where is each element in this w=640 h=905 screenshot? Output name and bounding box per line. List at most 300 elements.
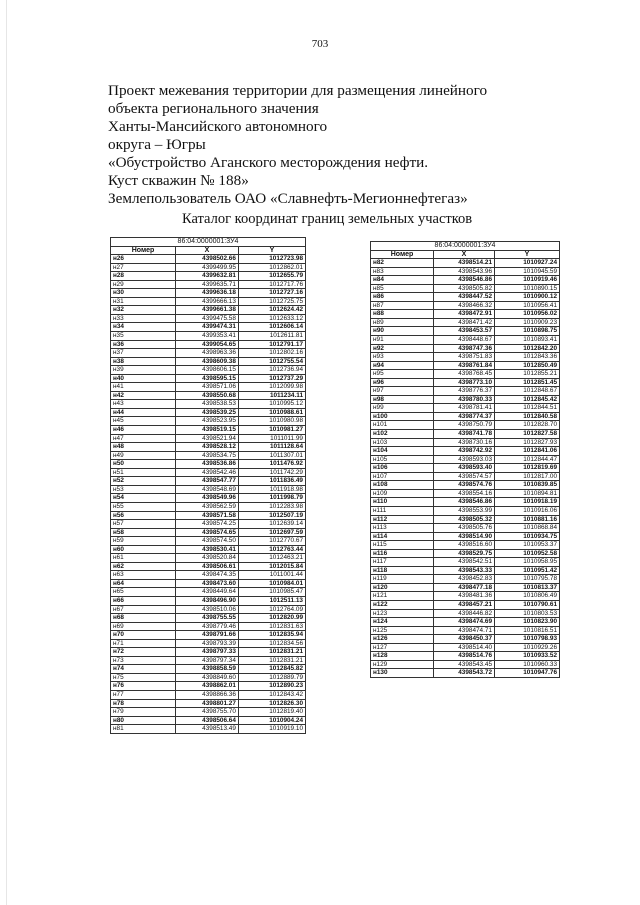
y-coordinate-cell: 1010953.37 xyxy=(495,541,560,550)
y-coordinate-cell: 1011011.99 xyxy=(238,434,305,443)
y-coordinate-cell: 1012817.00 xyxy=(495,472,560,481)
point-number-cell: н27 xyxy=(111,263,176,272)
table-row xyxy=(111,349,306,358)
x-coordinate-cell: 4398534.75 xyxy=(176,451,239,460)
table-row xyxy=(371,575,560,584)
table-row xyxy=(111,434,306,443)
x-coordinate-cell: 4398751.83 xyxy=(434,353,495,362)
table-row xyxy=(111,520,306,529)
table-row xyxy=(111,596,306,605)
table-row xyxy=(111,289,306,298)
table-row xyxy=(371,583,560,592)
table-row xyxy=(111,297,306,306)
y-coordinate-cell: 1012841.06 xyxy=(495,447,560,456)
x-coordinate-cell: 4398606.15 xyxy=(176,366,239,375)
y-coordinate-cell: 1012611.81 xyxy=(238,332,305,341)
x-coordinate-cell: 4398521.94 xyxy=(176,434,239,443)
table-row xyxy=(371,395,560,404)
table-row xyxy=(111,631,306,640)
x-coordinate-cell: 4398506.61 xyxy=(176,562,239,571)
y-coordinate-cell: 1010823.90 xyxy=(495,618,560,627)
table-row xyxy=(371,336,560,345)
header-line: Ханты-Мансийского автономного xyxy=(108,118,328,135)
point-number-cell: н129 xyxy=(371,660,434,669)
x-coordinate-cell: 4398453.57 xyxy=(434,327,495,336)
x-coordinate-cell: 4398574.65 xyxy=(176,528,239,537)
table-row xyxy=(111,588,306,597)
x-coordinate-cell: 4399353.41 xyxy=(176,332,239,341)
y-coordinate-cell: 1012831.21 xyxy=(238,656,305,665)
coordinates-table-left xyxy=(110,237,306,734)
point-number-cell: н82 xyxy=(371,259,434,268)
table-row xyxy=(371,301,560,310)
point-number-cell: н84 xyxy=(371,276,434,285)
table-row xyxy=(371,618,560,627)
x-coordinate-cell: 4398546.86 xyxy=(434,498,495,507)
x-coordinate-cell: 4398773.10 xyxy=(434,378,495,387)
x-coordinate-cell: 4398793.39 xyxy=(176,639,239,648)
point-number-cell: н77 xyxy=(111,690,176,699)
table-row xyxy=(371,600,560,609)
point-number-cell: н124 xyxy=(371,618,434,627)
table-row xyxy=(111,648,306,657)
point-number-cell: н45 xyxy=(111,417,176,426)
point-number-cell: н28 xyxy=(111,272,176,281)
table-row xyxy=(371,378,560,387)
x-coordinate-cell: 4398549.96 xyxy=(176,494,239,503)
point-number-cell: н57 xyxy=(111,520,176,529)
x-coordinate-cell: 4398543.33 xyxy=(434,566,495,575)
table-row xyxy=(111,306,306,315)
table-row xyxy=(111,374,306,383)
x-coordinate-cell: 4398450.37 xyxy=(434,635,495,644)
table-row xyxy=(371,626,560,635)
table-row xyxy=(111,562,306,571)
point-number-cell: н97 xyxy=(371,387,434,396)
x-coordinate-cell: 4398473.60 xyxy=(176,579,239,588)
y-coordinate-cell: 1010816.51 xyxy=(495,626,560,635)
x-coordinate-cell: 4398543.45 xyxy=(434,660,495,669)
point-number-cell: н113 xyxy=(371,524,434,533)
x-coordinate-cell: 4398801.27 xyxy=(176,699,239,708)
x-coordinate-cell: 4398755.55 xyxy=(176,614,239,623)
y-coordinate-cell: 1010813.37 xyxy=(495,583,560,592)
point-number-cell: н49 xyxy=(111,451,176,460)
point-number-cell: н100 xyxy=(371,412,434,421)
table-row xyxy=(371,549,560,558)
table-row xyxy=(111,682,306,691)
y-coordinate-cell: 1010918.19 xyxy=(495,498,560,507)
x-coordinate-cell: 4398750.79 xyxy=(434,421,495,430)
point-number-cell: н46 xyxy=(111,426,176,435)
table-row xyxy=(111,332,306,341)
y-coordinate-cell: 1010890.15 xyxy=(495,284,560,293)
point-number-cell: н103 xyxy=(371,438,434,447)
y-coordinate-cell: 1012820.99 xyxy=(238,614,305,623)
x-coordinate-cell: 4398452.83 xyxy=(434,575,495,584)
x-coordinate-cell: 4398446.82 xyxy=(434,609,495,618)
table-row xyxy=(111,400,306,409)
x-coordinate-cell: 4398571.06 xyxy=(176,383,239,392)
y-coordinate-cell: 1010839.85 xyxy=(495,481,560,490)
table-row xyxy=(371,447,560,456)
y-coordinate-cell: 1012845.82 xyxy=(238,665,305,674)
table-row xyxy=(371,489,560,498)
point-number-cell: н110 xyxy=(371,498,434,507)
point-number-cell: н85 xyxy=(371,284,434,293)
point-number-cell: н87 xyxy=(371,301,434,310)
x-coordinate-cell: 4398513.49 xyxy=(176,725,239,734)
table-row xyxy=(371,541,560,550)
point-number-cell: н98 xyxy=(371,395,434,404)
x-coordinate-cell: 4398755.70 xyxy=(176,708,239,717)
x-coordinate-cell: 4398471.42 xyxy=(434,318,495,327)
y-coordinate-cell: 1012770.67 xyxy=(238,537,305,546)
point-number-cell: н35 xyxy=(111,332,176,341)
table-row xyxy=(111,383,306,392)
x-coordinate-cell: 4398516.60 xyxy=(434,541,495,550)
point-number-cell: н92 xyxy=(371,344,434,353)
y-coordinate-cell: 1012015.84 xyxy=(238,562,305,571)
x-coordinate-cell: 4398574.57 xyxy=(434,472,495,481)
y-coordinate-cell: 1012843.42 xyxy=(238,690,305,699)
table-row xyxy=(371,660,560,669)
x-coordinate-cell: 4398466.32 xyxy=(434,301,495,310)
y-coordinate-cell: 1012855.21 xyxy=(495,370,560,379)
y-coordinate-cell: 1012725.75 xyxy=(238,297,305,306)
x-coordinate-cell: 4399632.81 xyxy=(176,272,239,281)
table-row xyxy=(371,609,560,618)
y-coordinate-cell: 1012507.19 xyxy=(238,511,305,520)
x-coordinate-cell: 4398593.40 xyxy=(434,464,495,473)
y-coordinate-cell: 1012842.20 xyxy=(495,344,560,353)
x-coordinate-cell: 4399475.58 xyxy=(176,314,239,323)
point-number-cell: н125 xyxy=(371,626,434,635)
y-coordinate-cell: 1012791.17 xyxy=(238,340,305,349)
table-row xyxy=(111,357,306,366)
point-number-cell: н90 xyxy=(371,327,434,336)
x-coordinate-cell: 4398574.76 xyxy=(434,481,495,490)
table-row xyxy=(111,571,306,580)
table-row xyxy=(371,370,560,379)
table-row xyxy=(111,340,306,349)
x-coordinate-cell: 4398538.53 xyxy=(176,400,239,409)
y-coordinate-cell: 1010956.41 xyxy=(495,301,560,310)
x-coordinate-cell: 4398472.91 xyxy=(434,310,495,319)
y-coordinate-cell: 1010995.12 xyxy=(238,400,305,409)
x-coordinate-cell: 4398514.40 xyxy=(434,643,495,652)
y-coordinate-cell: 1012511.13 xyxy=(238,596,305,605)
y-coordinate-cell: 1012463.21 xyxy=(238,554,305,563)
y-coordinate-cell: 1011234.11 xyxy=(238,391,305,400)
point-number-cell: н83 xyxy=(371,267,434,276)
table-row xyxy=(371,506,560,515)
point-number-cell: н114 xyxy=(371,532,434,541)
table-row xyxy=(371,566,560,575)
y-coordinate-cell: 1010806.49 xyxy=(495,592,560,601)
header-line: Землепользователь ОАО «Славнефть-Мегионнефтегаз» xyxy=(108,190,468,207)
point-number-cell: н60 xyxy=(111,545,176,554)
table-row xyxy=(371,532,560,541)
y-coordinate-cell: 1010951.42 xyxy=(495,566,560,575)
x-coordinate-cell: 4398546.86 xyxy=(434,276,495,285)
point-number-cell: н122 xyxy=(371,600,434,609)
x-coordinate-cell: 4398849.60 xyxy=(176,673,239,682)
y-coordinate-cell: 1012819.69 xyxy=(495,464,560,473)
point-number-cell: н94 xyxy=(371,361,434,370)
x-coordinate-cell: 4398474.71 xyxy=(434,626,495,635)
x-coordinate-cell: 4398519.15 xyxy=(176,426,239,435)
x-coordinate-cell: 4398562.59 xyxy=(176,502,239,511)
x-coordinate-cell: 4398574.25 xyxy=(176,520,239,529)
y-coordinate-cell: 1010798.93 xyxy=(495,635,560,644)
x-coordinate-cell: 4398506.64 xyxy=(176,716,239,725)
table-row xyxy=(371,421,560,430)
x-coordinate-cell: 4398791.66 xyxy=(176,631,239,640)
table-row xyxy=(111,639,306,648)
table-row xyxy=(111,502,306,511)
table-row xyxy=(371,643,560,652)
y-coordinate-cell: 1012639.14 xyxy=(238,520,305,529)
header-line: «Обустройство Аганского месторождения нефти. xyxy=(108,154,429,171)
y-coordinate-cell: 1012737.29 xyxy=(238,374,305,383)
point-number-cell: н112 xyxy=(371,515,434,524)
x-coordinate-cell: 4398571.58 xyxy=(176,511,239,520)
table-row xyxy=(371,276,560,285)
x-coordinate-cell: 4398530.41 xyxy=(176,545,239,554)
y-coordinate-cell: 1012840.58 xyxy=(495,412,560,421)
table-row xyxy=(371,472,560,481)
x-coordinate-cell: 4398529.75 xyxy=(434,549,495,558)
x-coordinate-cell: 4398797.33 xyxy=(176,648,239,657)
y-coordinate-cell: 1010980.98 xyxy=(238,417,305,426)
x-coordinate-cell: 4398505.32 xyxy=(434,515,495,524)
point-number-cell: н58 xyxy=(111,528,176,537)
point-number-cell: н127 xyxy=(371,643,434,652)
y-coordinate-cell: 1011918.98 xyxy=(238,485,305,494)
point-number-cell: н69 xyxy=(111,622,176,631)
y-coordinate-cell: 1011307.01 xyxy=(238,451,305,460)
table-row xyxy=(111,477,306,486)
y-coordinate-cell: 1010981.27 xyxy=(238,426,305,435)
x-coordinate-cell: 4398523.95 xyxy=(176,417,239,426)
x-coordinate-cell: 4398502.66 xyxy=(176,255,239,264)
table-row xyxy=(371,361,560,370)
point-number-cell: н105 xyxy=(371,455,434,464)
point-number-cell: н65 xyxy=(111,588,176,597)
x-coordinate-cell: 4398595.15 xyxy=(176,374,239,383)
x-coordinate-cell: 4398474.35 xyxy=(176,571,239,580)
y-coordinate-cell: 1010985.47 xyxy=(238,588,305,597)
y-coordinate-cell: 1012862.01 xyxy=(238,263,305,272)
x-coordinate-cell: 4398520.84 xyxy=(176,554,239,563)
x-coordinate-cell: 4398528.12 xyxy=(176,443,239,452)
table-row xyxy=(371,558,560,567)
column-header-number: Номер xyxy=(111,246,176,255)
header-line: Куст скважин № 188» xyxy=(108,172,249,189)
point-number-cell: н74 xyxy=(111,665,176,674)
y-coordinate-cell: 1010909.23 xyxy=(495,318,560,327)
table-row xyxy=(111,699,306,708)
x-coordinate-cell: 4398609.38 xyxy=(176,357,239,366)
y-coordinate-cell: 1010927.24 xyxy=(495,259,560,268)
x-coordinate-cell: 4398550.68 xyxy=(176,391,239,400)
point-number-cell: н54 xyxy=(111,494,176,503)
y-coordinate-cell: 1012764.09 xyxy=(238,605,305,614)
x-coordinate-cell: 4399054.65 xyxy=(176,340,239,349)
point-number-cell: н64 xyxy=(111,579,176,588)
point-number-cell: н38 xyxy=(111,357,176,366)
y-coordinate-cell: 1010898.75 xyxy=(495,327,560,336)
x-coordinate-cell: 4399661.38 xyxy=(176,306,239,315)
point-number-cell: н76 xyxy=(111,682,176,691)
point-number-cell: н108 xyxy=(371,481,434,490)
catalog-title: Каталог координат границ земельных участков xyxy=(182,211,473,227)
x-coordinate-cell: 4399635.71 xyxy=(176,280,239,289)
table-row xyxy=(371,481,560,490)
table-row xyxy=(371,524,560,533)
point-number-cell: н29 xyxy=(111,280,176,289)
column-header-y: Y xyxy=(238,246,305,255)
table-row xyxy=(111,417,306,426)
page-number: 703 xyxy=(311,38,329,50)
point-number-cell: н101 xyxy=(371,421,434,430)
point-number-cell: н102 xyxy=(371,430,434,439)
table-row xyxy=(111,537,306,546)
x-coordinate-cell: 4398514.21 xyxy=(434,259,495,268)
point-number-cell: н47 xyxy=(111,434,176,443)
y-coordinate-cell: 1012633.12 xyxy=(238,314,305,323)
y-coordinate-cell: 1012755.54 xyxy=(238,357,305,366)
y-coordinate-cell: 1010988.61 xyxy=(238,408,305,417)
x-coordinate-cell: 4398514.90 xyxy=(434,532,495,541)
header-line: Проект межевания территории для размещения линейного xyxy=(108,82,488,99)
table-row xyxy=(371,404,560,413)
table-row xyxy=(111,263,306,272)
y-coordinate-cell: 1012827.93 xyxy=(495,438,560,447)
table-row xyxy=(111,255,306,264)
point-number-cell: н34 xyxy=(111,323,176,332)
x-coordinate-cell: 4399636.18 xyxy=(176,289,239,298)
y-coordinate-cell: 1012099.98 xyxy=(238,383,305,392)
x-coordinate-cell: 4398761.84 xyxy=(434,361,495,370)
table-row xyxy=(371,318,560,327)
table-row xyxy=(111,614,306,623)
table-row xyxy=(111,716,306,725)
point-number-cell: н126 xyxy=(371,635,434,644)
point-number-cell: н39 xyxy=(111,366,176,375)
table-row xyxy=(111,280,306,289)
point-number-cell: н43 xyxy=(111,400,176,409)
point-number-cell: н111 xyxy=(371,506,434,515)
point-number-cell: н88 xyxy=(371,310,434,319)
y-coordinate-cell: 1010893.41 xyxy=(495,336,560,345)
point-number-cell: н78 xyxy=(111,699,176,708)
point-number-cell: н81 xyxy=(111,725,176,734)
table-row xyxy=(371,327,560,336)
table-row xyxy=(111,494,306,503)
y-coordinate-cell: 1010790.61 xyxy=(495,600,560,609)
x-coordinate-cell: 4398774.37 xyxy=(434,412,495,421)
table-row xyxy=(111,468,306,477)
point-number-cell: н123 xyxy=(371,609,434,618)
table-row xyxy=(111,408,306,417)
y-coordinate-cell: 1010919.10 xyxy=(238,725,305,734)
point-number-cell: н109 xyxy=(371,489,434,498)
column-header-y: Y xyxy=(495,250,560,259)
point-number-cell: н117 xyxy=(371,558,434,567)
y-coordinate-cell: 1010984.01 xyxy=(238,579,305,588)
y-coordinate-cell: 1012845.42 xyxy=(495,395,560,404)
table-row xyxy=(371,412,560,421)
point-number-cell: н36 xyxy=(111,340,176,349)
table-row xyxy=(371,669,560,678)
y-coordinate-cell: 1012819.40 xyxy=(238,708,305,717)
point-number-cell: н41 xyxy=(111,383,176,392)
plot-number: 86:04:0000001:3У4 xyxy=(111,238,306,247)
y-coordinate-cell: 1011998.79 xyxy=(238,494,305,503)
point-number-cell: н79 xyxy=(111,708,176,717)
plot-number: 86:04:0000001:3У4 xyxy=(371,242,560,251)
table-row xyxy=(111,673,306,682)
table-row xyxy=(111,554,306,563)
table-row xyxy=(111,391,306,400)
y-coordinate-cell: 1010934.75 xyxy=(495,532,560,541)
x-coordinate-cell: 4398963.36 xyxy=(176,349,239,358)
point-number-cell: н48 xyxy=(111,443,176,452)
point-number-cell: н72 xyxy=(111,648,176,657)
y-coordinate-cell: 1011128.64 xyxy=(238,443,305,452)
y-coordinate-cell: 1012850.49 xyxy=(495,361,560,370)
point-number-cell: н52 xyxy=(111,477,176,486)
table-row xyxy=(371,310,560,319)
table-row xyxy=(111,323,306,332)
point-number-cell: н50 xyxy=(111,460,176,469)
table-row xyxy=(111,485,306,494)
x-coordinate-cell: 4398449.64 xyxy=(176,588,239,597)
point-number-cell: н106 xyxy=(371,464,434,473)
y-coordinate-cell: 1012727.16 xyxy=(238,289,305,298)
x-coordinate-cell: 4398862.01 xyxy=(176,682,239,691)
table-row xyxy=(111,725,306,734)
point-number-cell: н68 xyxy=(111,614,176,623)
table-row xyxy=(111,665,306,674)
table-row xyxy=(371,259,560,268)
point-number-cell: н80 xyxy=(111,716,176,725)
scan-margin-line xyxy=(6,0,7,905)
x-coordinate-cell: 4398481.36 xyxy=(434,592,495,601)
y-coordinate-cell: 1012834.56 xyxy=(238,639,305,648)
y-coordinate-cell: 1012826.30 xyxy=(238,699,305,708)
table-row xyxy=(371,387,560,396)
y-coordinate-cell: 1010952.58 xyxy=(495,549,560,558)
table-row xyxy=(371,498,560,507)
x-coordinate-cell: 4398554.16 xyxy=(434,489,495,498)
table-row xyxy=(111,511,306,520)
point-number-cell: н56 xyxy=(111,511,176,520)
point-number-cell: н26 xyxy=(111,255,176,264)
y-coordinate-cell: 1012655.79 xyxy=(238,272,305,281)
y-coordinate-cell: 1012831.21 xyxy=(238,648,305,657)
point-number-cell: н59 xyxy=(111,537,176,546)
point-number-cell: н42 xyxy=(111,391,176,400)
y-coordinate-cell: 1012802.16 xyxy=(238,349,305,358)
y-coordinate-cell: 1010919.46 xyxy=(495,276,560,285)
x-coordinate-cell: 4398866.36 xyxy=(176,690,239,699)
x-coordinate-cell: 4399666.13 xyxy=(176,297,239,306)
y-coordinate-cell: 1010894.81 xyxy=(495,489,560,498)
table-row xyxy=(371,430,560,439)
